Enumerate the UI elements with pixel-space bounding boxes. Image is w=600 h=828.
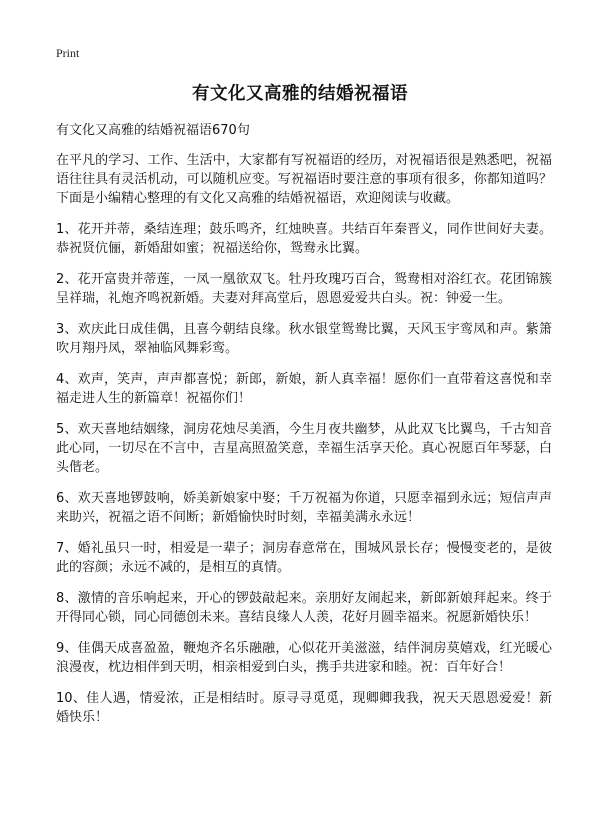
print-link[interactable]: Print bbox=[56, 46, 80, 60]
article-body bbox=[56, 121, 552, 739]
blessing-paragraph-10: 10、佳人遇，情爱浓，正是相结时。原寻寻觅觅，现卿卿我我，祝天天恩恩爱爱！新婚快乐！ bbox=[56, 691, 552, 725]
blessing-paragraph-4: 4、欢声，笑声，声声都喜悦；新郎，新娘，新人真幸福！愿你们一直带着这喜悦和幸福走进人生的新篇章！祝福你们！ bbox=[56, 372, 552, 406]
blessing-paragraph-9: 9、佳偶天成喜盈盈，鞭炮齐名乐融融，心似花开美滋滋，结伴洞房莫嬉戏，红光暖心浪漫夜，枕边相伴到天明，相亲相爱到白头，携手共进家和睦。祝：百年好合！ bbox=[56, 641, 552, 675]
blessing-paragraph-3: 3、欢庆此日成佳偶，且喜今朝结良缘。秋水银堂鸳鸯比翼，天风玉宇鸾凤和声。紫箫吹月翔丹凤，翠袖临风舞彩鸾。 bbox=[56, 322, 552, 356]
article-subtitle: 有文化又高雅的结婚祝福语670句 bbox=[56, 123, 250, 138]
blessing-paragraph-1: 1、花开并蒂，桑结连理；鼓乐鸣齐，红烛映喜。共结百年秦晋义，同作世间好夫妻。恭祝贤伉俪，新婚甜如蜜；祝福送给你，鸳鸯永比翼。 bbox=[56, 222, 552, 256]
blessing-paragraph-5: 5、欢天喜地结姻缘，洞房花烛尽美酒，今生月夜共幽梦，从此双飞比翼鸟，千古知音此心同，一切尽在不言中，吉星高照盈笑意，幸福生活享天伦。真心祝愿百年琴瑟，白头偕老。 bbox=[56, 422, 552, 475]
blessing-paragraph-7: 7、婚礼虽只一时，相爱是一辈子；洞房春意常在，围城风景长存；慢慢变老的，是彼此的容颜；永远不减的，是相互的真情。 bbox=[56, 541, 552, 575]
intro-paragraph: 在平凡的学习、工作、生活中，大家都有写祝福语的经历，对祝福语很是熟悉吧，祝福语往往具有灵活机动，可以随机应变。写祝福语时要注意的事项有很多，你都知道吗？下面是小编精心整理的有文化又高雅的结婚祝福语，欢迎阅读与收藏。 bbox=[56, 153, 552, 206]
blessing-paragraph-8: 8、激情的音乐响起来，开心的锣鼓敲起来。亲朋好友闹起来，新郎新娘拜起来。终于开得同心锁，同心同德创未来。喜结良缘人人羡，花好月圆幸福来。祝愿新婚快乐！ bbox=[56, 591, 552, 625]
page-title: 有文化又高雅的结婚祝福语 bbox=[192, 84, 408, 104]
blessing-paragraph-6: 6、欢天喜地锣鼓响，娇美新娘家中娶；千万祝福为你道，只愿幸福到永远；短信声声来助兴，祝福之语不间断；新婚愉快时时刻，幸福美满永永远！ bbox=[56, 491, 552, 525]
blessing-paragraph-2: 2、花开富贵并蒂莲，一凤一凰欲双飞。牡丹玫瑰巧百合，鸳鸯相对浴红衣。花团锦簇呈祥瑞，礼炮齐鸣祝新婚。夫妻对拜高堂后，恩恩爱爱共白头。祝：钟爱一生。 bbox=[56, 272, 552, 306]
